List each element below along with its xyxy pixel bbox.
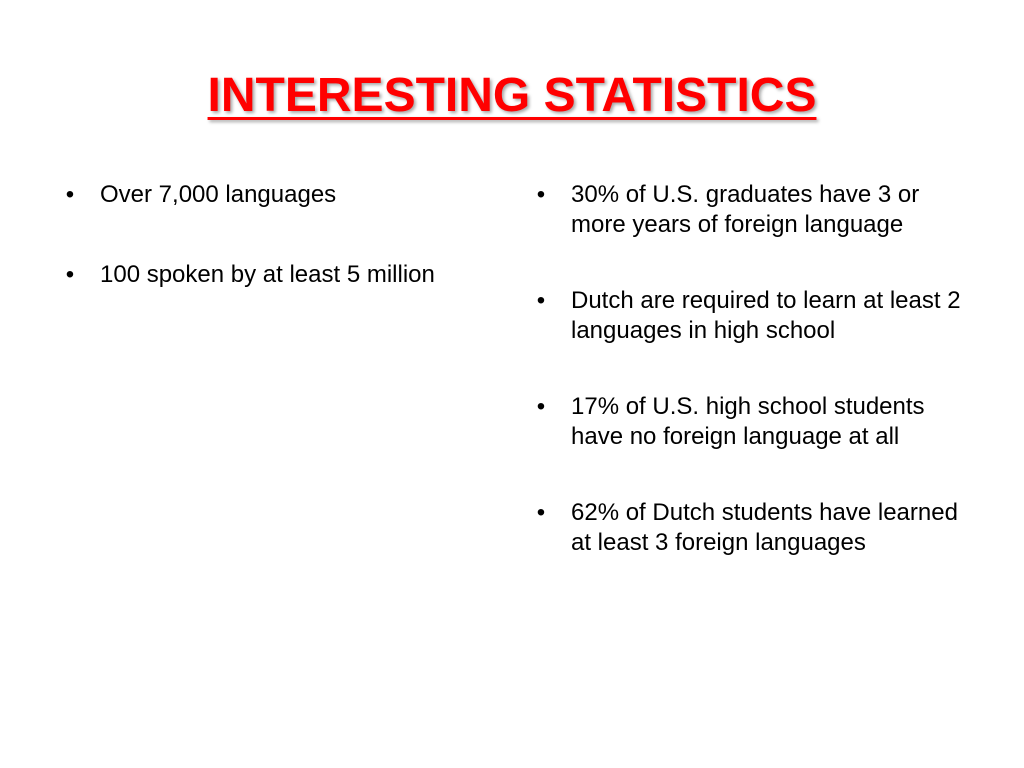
list-item-text: 100 spoken by at least 5 million (100, 261, 435, 288)
bullet-dot-icon: • (536, 499, 546, 526)
bullet-dot-icon: • (65, 181, 75, 208)
list-item-text: Dutch are required to learn at least 2 languages in high school (571, 287, 961, 344)
list-item-text: Over 7,000 languages (100, 181, 337, 208)
list-item-text: 17% of U.S. high school students have no foreign language at all (571, 393, 925, 450)
bullet-dot-icon: • (536, 393, 546, 420)
slide-title: INTERESTING STATISTICS (207, 69, 817, 122)
list-item (60, 260, 470, 290)
list-item-text: 30% of U.S. graduates have 3 or more years of foreign language (571, 181, 920, 238)
bullet-dot-icon: • (536, 181, 546, 208)
list-item (531, 498, 971, 558)
list-item (531, 392, 971, 452)
list-item (531, 180, 971, 240)
left-bullet-list (60, 180, 470, 340)
bullet-dot-icon: • (65, 261, 75, 288)
list-item-text: 62% of Dutch students have learned at least 3 foreign languages (571, 499, 958, 556)
right-bullet-list (531, 180, 971, 604)
list-item (531, 286, 971, 346)
bullet-dot-icon: • (536, 287, 546, 314)
list-item (60, 180, 470, 210)
